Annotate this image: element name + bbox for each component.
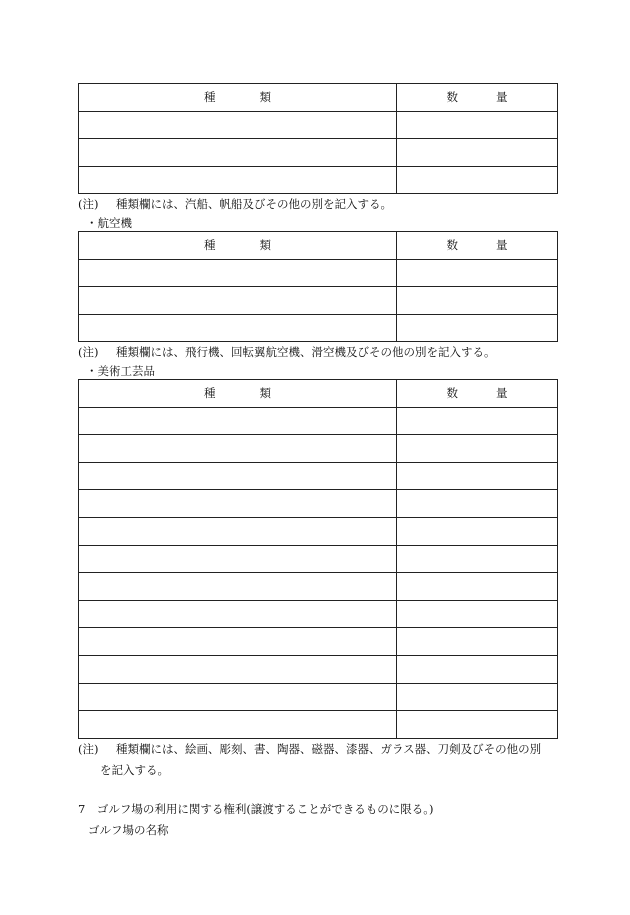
kind-cell[interactable]	[79, 711, 397, 739]
kind-column-header: 種 類	[79, 380, 397, 408]
quantity-cell[interactable]	[397, 259, 558, 287]
note-tag: (注)	[78, 345, 99, 359]
quantity-cell[interactable]	[397, 407, 558, 435]
table-row	[79, 407, 558, 435]
quantity-cell[interactable]	[397, 628, 558, 656]
quantity-cell[interactable]	[397, 490, 558, 518]
table-row	[79, 314, 558, 342]
quantity-cell[interactable]	[397, 517, 558, 545]
table-row	[79, 683, 558, 711]
kind-cell[interactable]	[79, 166, 397, 194]
art-note-continued: を記入する。	[100, 763, 169, 777]
kind-cell[interactable]	[79, 314, 397, 342]
kind-column-header: 種 類	[79, 232, 397, 260]
quantity-cell[interactable]	[397, 166, 558, 194]
note-tag: (注)	[78, 742, 99, 756]
table-row	[79, 462, 558, 490]
table-row	[79, 166, 558, 194]
quantity-column-header: 数 量	[397, 84, 558, 112]
note-text: 種類欄には、飛行機、回転翼航空機、滑空機及びその他の別を記入する。	[116, 345, 496, 359]
table-row	[79, 435, 558, 463]
note-text: 種類欄には、絵画、彫刻、書、陶器、磁器、漆器、ガラス器、刀剣及びその他の別	[116, 742, 542, 756]
art-section-title: ・美術工芸品	[86, 364, 155, 378]
table-row	[79, 517, 558, 545]
table-header-row	[79, 380, 558, 408]
aircraft-section-title: ・航空機	[86, 216, 132, 230]
kind-cell[interactable]	[79, 435, 397, 463]
kind-cell[interactable]	[79, 517, 397, 545]
golf-course-name-label: ゴルフ場の名称	[88, 823, 169, 837]
quantity-column-header: 数 量	[397, 380, 558, 408]
kind-cell[interactable]	[79, 628, 397, 656]
note-tag: (注)	[78, 197, 99, 211]
table-header-row	[79, 84, 558, 112]
kind-cell[interactable]	[79, 600, 397, 628]
table-row	[79, 490, 558, 518]
table-row	[79, 573, 558, 601]
kind-cell[interactable]	[79, 407, 397, 435]
section-7-heading: 7 ゴルフ場の利用に関する権利(譲渡することができるものに限る。)	[78, 802, 434, 816]
table-row	[79, 655, 558, 683]
table-row	[79, 259, 558, 287]
table-row	[79, 139, 558, 167]
quantity-cell[interactable]	[397, 462, 558, 490]
table-row	[79, 628, 558, 656]
aircraft-table	[78, 231, 558, 342]
kind-cell[interactable]	[79, 462, 397, 490]
kind-cell[interactable]	[79, 655, 397, 683]
table-row	[79, 111, 558, 139]
vessel-table	[78, 83, 558, 194]
quantity-cell[interactable]	[397, 111, 558, 139]
quantity-cell[interactable]	[397, 573, 558, 601]
table-row	[79, 711, 558, 739]
kind-cell[interactable]	[79, 139, 397, 167]
aircraft-note	[78, 344, 496, 360]
kind-cell[interactable]	[79, 683, 397, 711]
kind-cell[interactable]	[79, 573, 397, 601]
kind-cell[interactable]	[79, 111, 397, 139]
art-note	[78, 741, 541, 757]
kind-cell[interactable]	[79, 259, 397, 287]
quantity-cell[interactable]	[397, 314, 558, 342]
quantity-column-header: 数 量	[397, 232, 558, 260]
quantity-cell[interactable]	[397, 545, 558, 573]
table-row	[79, 287, 558, 315]
quantity-cell[interactable]	[397, 139, 558, 167]
quantity-cell[interactable]	[397, 683, 558, 711]
quantity-cell[interactable]	[397, 711, 558, 739]
quantity-cell[interactable]	[397, 435, 558, 463]
kind-column-header: 種 類	[79, 84, 397, 112]
table-row	[79, 545, 558, 573]
kind-cell[interactable]	[79, 287, 397, 315]
kind-cell[interactable]	[79, 490, 397, 518]
note-text: 種類欄には、汽船、帆船及びその他の別を記入する。	[116, 197, 392, 211]
quantity-cell[interactable]	[397, 655, 558, 683]
art-table	[78, 379, 558, 739]
table-row	[79, 600, 558, 628]
quantity-cell[interactable]	[397, 287, 558, 315]
table-header-row	[79, 232, 558, 260]
quantity-cell[interactable]	[397, 600, 558, 628]
vessel-note	[78, 196, 392, 212]
kind-cell[interactable]	[79, 545, 397, 573]
